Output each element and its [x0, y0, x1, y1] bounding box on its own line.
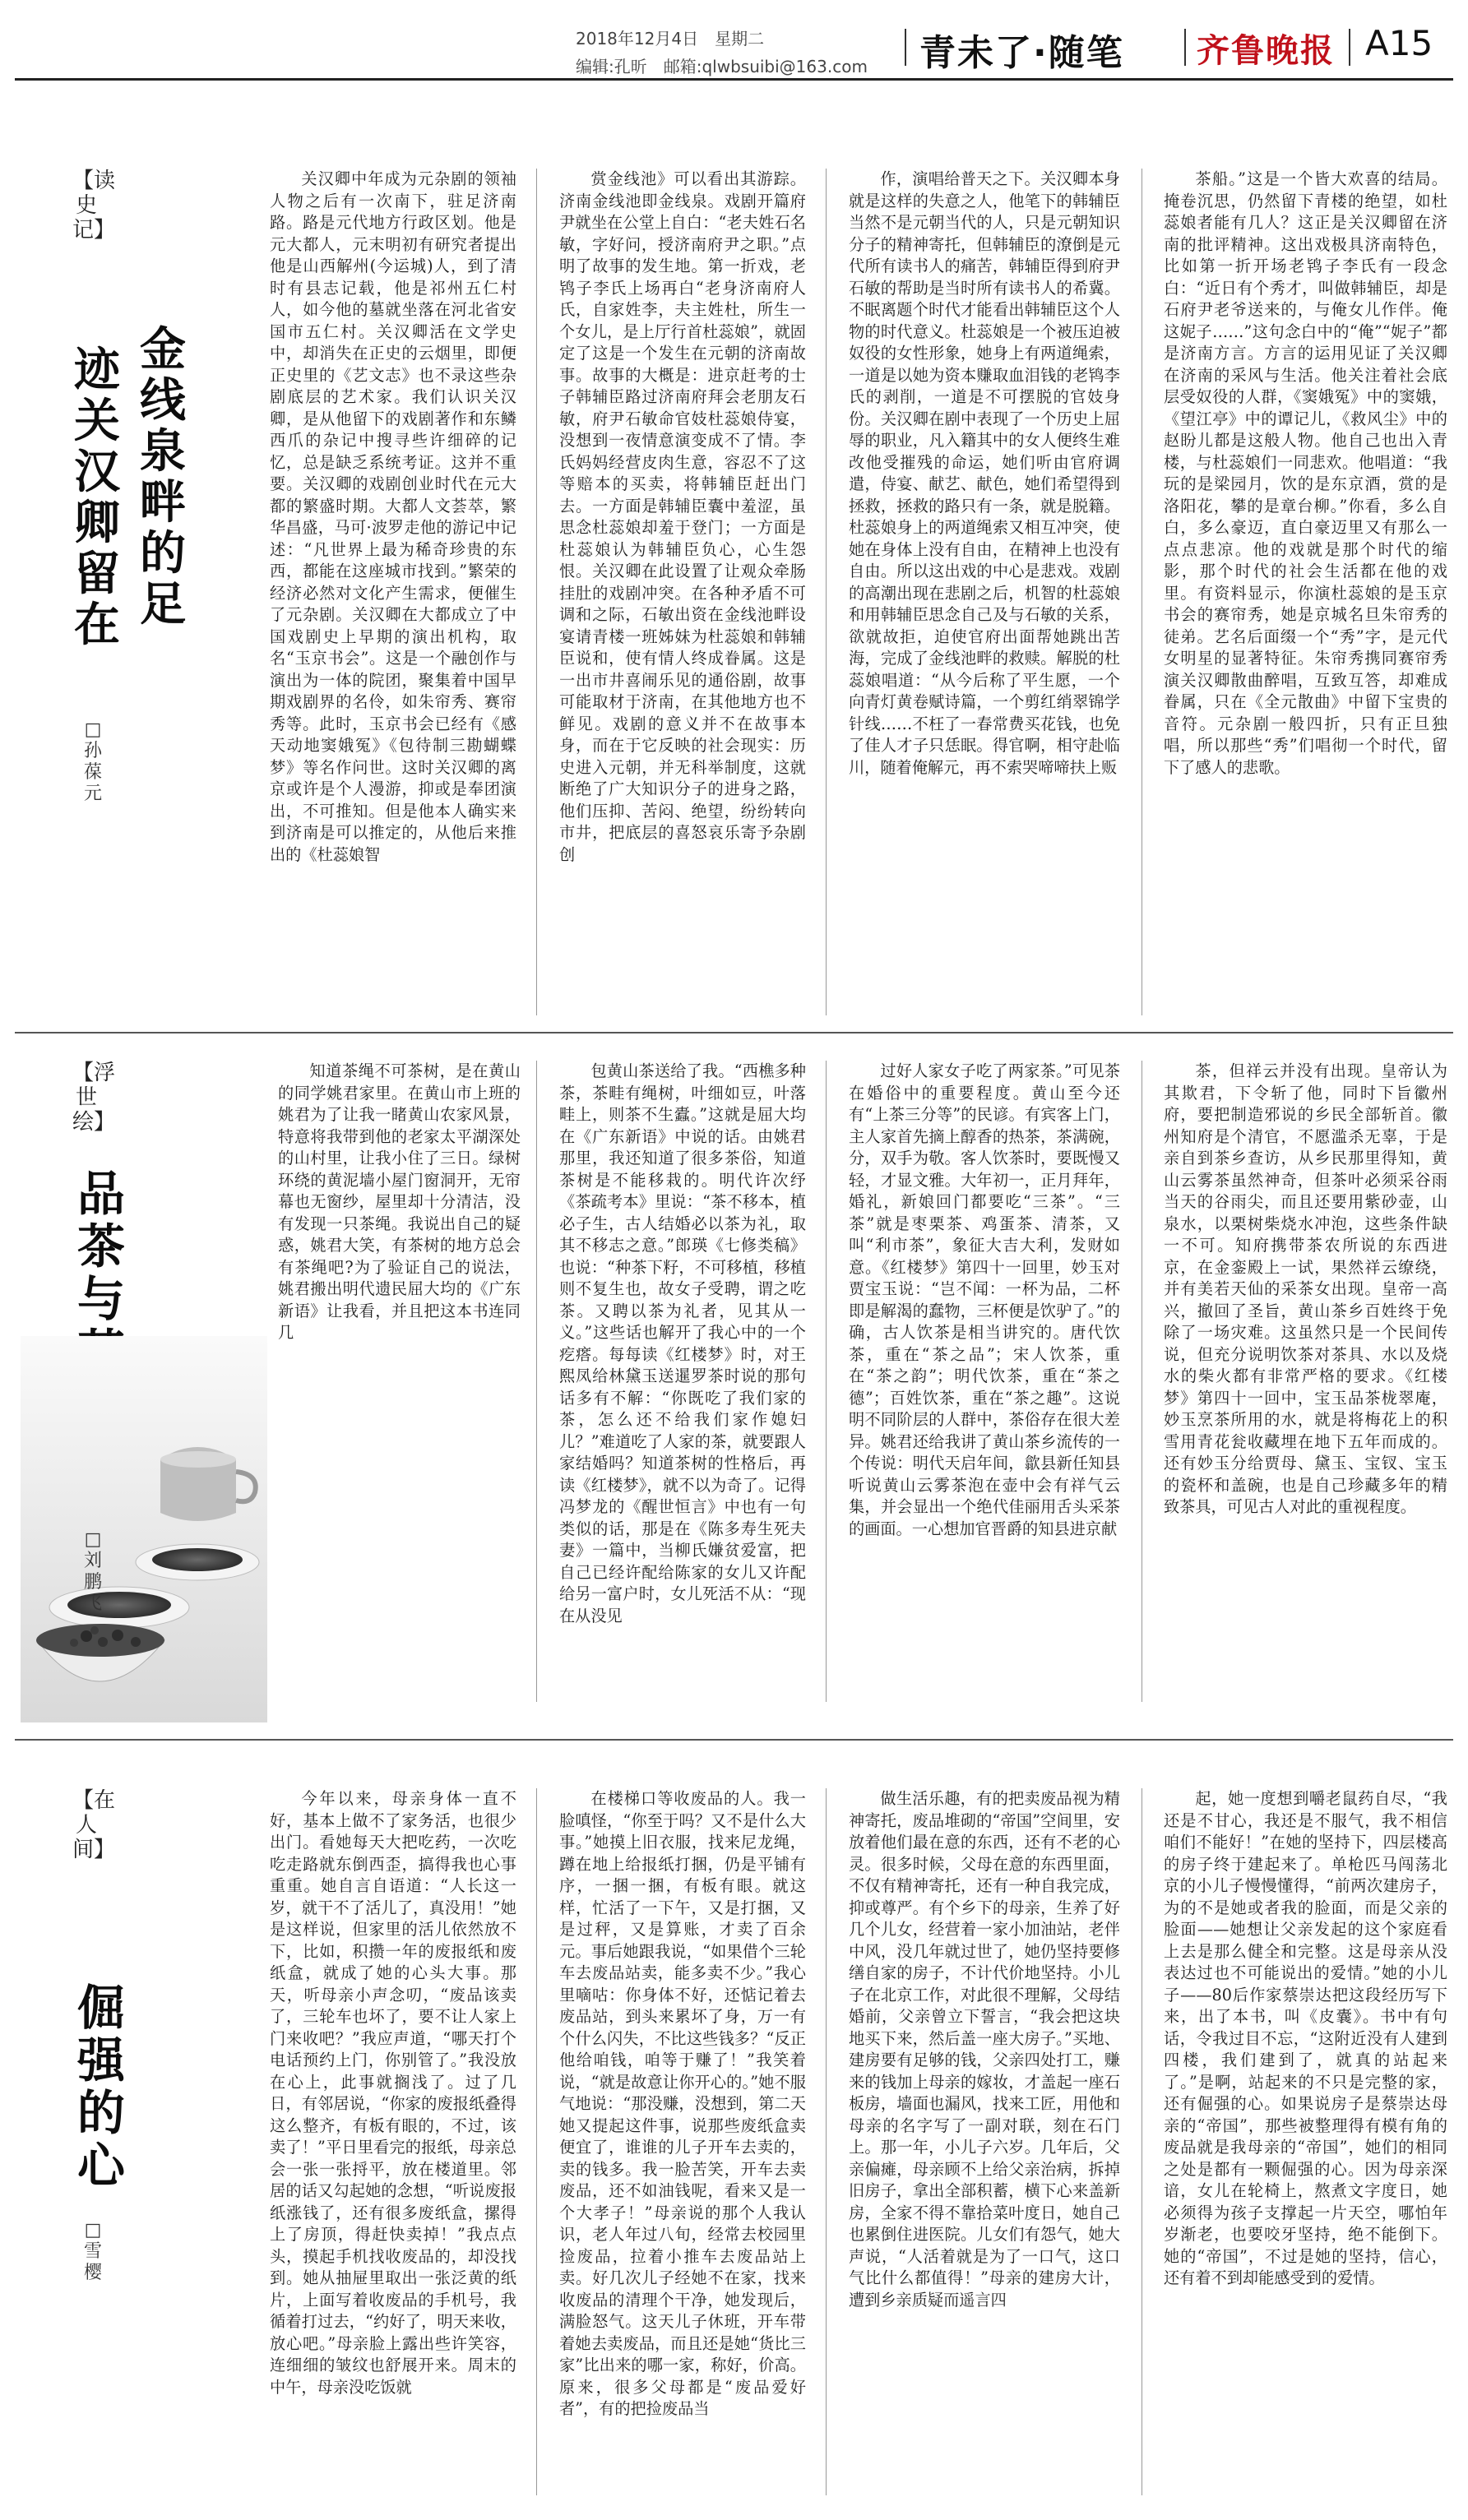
article-column: 关汉卿中年成为元杂剧的领袖人物之后有一次南下，驻足济南路。路是元代地方行政区划。他是元大都人，元末明初有研究者提出他是山西解州(今运城)人，到了清时有县志记载，他是祁州五仁村人，如今他的墓就坐落在河北省安国市五仁村。关汉卿活在文学史中，却消失在正史的云烟里，即便正史里的《艺文志》也不录这些杂剧底层的艺术家。我们认识关汉卿，是从他留下的戏剧著作和东鳞西爪的杂记中搜寻些许细碎的记忆，总是缺乏系统考证。这并不重要。关汉卿的戏剧创业时代在元大都的繁盛时期。大都人文荟萃，繁华昌盛，马可·波罗走他的游记中记述：“凡世界上最为稀奇珍贵的东西，都能在这座城市找到。”繁荣的经济必然对文化产生需求，便催生了元杂剧。关汉卿在大都成立了中国戏剧史上早期的演出机构，取名“玉京书会”。这是一个融创作与演出为一体的院团，聚集着中国早期戏剧界的名伶，如朱帘秀、赛帘秀等。此时，玉京书会已经有《感天动地窦娥冤》《包待制三勘蝴蝶梦》等名作问世。这时关汉卿的离京或许是个人漫游，抑或是奉团演出，不可推知。但是他本人确实来到济南是可以推定的，从他后来推出的《杜蕊娘智 — [270, 169, 516, 864]
article-title: 品 茶 与 — [76, 1166, 125, 1327]
newspaper-brand: 齐鲁晚报 — [1197, 31, 1335, 70]
article-column: 包黄山茶送给了我。“西樵多种茶，茶畦有绳树，叶细如豆，叶落畦上，则茶不生蠹。”这就是屈大均在《广东新语》中说的话。由姚君那里，我还知道了很多茶俗，知道茶树是不能移栽的。明代许次纾《茶疏考本》里说：“茶不移本，植必子生，古人结婚必以茶为礼，取其不移志之意。”郎瑛《七修类稿》也说：“种茶下籽，不可移植，移植则不复生也，故女子受聘，谓之吃茶。又聘以茶为礼者，见其从一义。”这些话也解开了我心中的一个疙瘩。每每读《红楼梦》时，对王熙凤给林黛玉送暹罗茶时说的那句话多有不解：“你既吃了我们家的茶，怎么还不给我们家作媳妇儿？”难道吃了人家的茶，就要跟人家结婚吗？知道茶树的性格后，再读《红楼梦》，就不以为奇了。记得冯梦龙的《醒世恒言》中也有一句类似的话，那是在《陈多寿生死夫妻》一篇中，当柳氏嫌贫爱富，把自己已经许配给陈家的女儿又许配给另一富户时，女儿死活不从：“现在从没见 — [559, 1061, 806, 1625]
article-title: 迹 关 汉 卿 留 在 — [74, 344, 120, 652]
masthead-divider — [905, 29, 906, 66]
page-number: A15 — [1365, 23, 1433, 63]
tea-photo — [21, 1336, 267, 1722]
article-column: 知道茶绳不可茶树，是在黄山的同学姚君家里。在黄山市上班的姚君为了让我一睹黄山农家风景，特意将我带到他的老家太平湖深处的山村里，让我小住了三日。绿树环绕的黄泥墙小屋门窗洞开，无帘幕也无窗纱，屋里却十分清洁，没有发现一只茶绳。我说出自己的疑惑，姚君大笑，有茶树的地方总会有茶绳吧?为了验证自己的说法，姚君搬出明代遗民屈大均的《广东新语》让我看，并且把这本书连同几 — [278, 1061, 521, 1342]
masthead-divider — [1349, 29, 1350, 66]
section-tag: 【读史记】 — [72, 169, 116, 243]
article-title: 金 线 泉 畔 的 足 — [140, 323, 186, 631]
author-byline: □孙葆元 — [83, 719, 102, 804]
article-column: 茶，但祥云并没有出现。皇帝认为其欺君，下令斩了他，同时下旨徽州府，要把制造邪说的乡民全部斩首。徽州知府是个清官，不愿滥杀无辜，于是亲自到茶乡查访，从乡民那里得知，黄山云雾茶虽然神奇，但茶叶必须采谷雨当天的谷雨尖，而且还要用紫砂壶，山泉水，以栗树柴烧水冲泡，这些条件缺一不可。知府携带茶农所说的东西进京，在金銮殿上一试，果然祥云缭绕，并有美若天仙的采茶女出现。皇帝一高兴，撤回了圣旨，黄山茶乡百姓终于免除了一场灾难。这虽然只是一个民间传说，但充分说明饮茶对茶具、水以及烧水的柴火都有非常严格的要求。《红楼梦》第四十一回中，宝玉品茶栊翠庵，妙玉烹茶所用的水，就是将梅花上的积雪用青花瓮收藏埋在地下五年而成的。还有妙玉分给贾母、黛玉、宝钗、宝玉的瓷杯和盖碗，也是自己珍藏多年的精致茶具，可见古人对此的重视程度。 — [1164, 1061, 1447, 1516]
article-title: 倔 强 的 心 — [76, 1980, 125, 2194]
article-column: 做生活乐趣，有的把卖废品视为精神寄托，废品堆砌的“帝国”空间里，安放着他们最在意的东西，还有不老的心灵。很多时候，父母在意的东西里面，不仅有精神寄托，还有一种自我完成，抑或尊严。有个乡下的母亲，生养了好几个儿女，经营着一家小加油站，老伴中风，没几年就过世了，她仍坚持要修缮自家的房子，不计代价地坚持。小儿子在北京工作，对此很不理解，父母结婚前，父亲曾立下誓言，“我会把这块地买下来，然后盖一座大房子。”买地、建房要有足够的钱，父亲四处打工，赚来的钱加上母亲的嫁妆，才盖起一座石板房，墙面也漏风，找来工匠，用他和母亲的名字写了一副对联，刻在石门上。那一年，小儿子六岁。几年后，父亲偏瘫，母亲顾不上给父亲治病，拆掉旧房子，拿出全部积蓄，横下心来盖新房，全家不得不靠拾菜叶度日，她自己也累倒住进医院。儿女们有怨气，她大声说，“人活着就是为了一口气，这口气比什么都值得！”母亲的建房大计，遭到乡亲质疑而遥言四 — [849, 1789, 1120, 2310]
article-column: 作，演唱给普天之下。关汉卿本身就是这样的失意之人，他笔下的韩辅臣当然不是元朝当代的人，只是元朝知识分子的精神寄托，但韩辅臣的潦倒是元代所有读书人的痛苦，韩辅臣得到府尹石敏的帮助是当时所有读书人的希冀。不眠离题个时代才能看出韩辅臣这个人物的时代意义。杜蕊娘是一个被压迫被奴役的女性形象，她身上有两道绳索，一道是以她为资本赚取血泪钱的老鸨李氏的剥削，一道是不可摆脱的官妓身份。关汉卿在剧中表现了一个历史上屈辱的职业，凡入籍其中的女人便终生难改他受摧残的命运，她们听由官府调遣，侍宴、献艺、献色，她们希望得到拯救，拯救的路只有一条，就是脱籍。杜蕊娘身上的两道绳索又相互冲突，使她在身体上没有自由，在精神上也没有自由。所以这出戏的中心是悲戏。戏剧的高潮出现在悲剧之后，机智的杜蕊娘和用韩辅臣思念自己及与石敏的关系，欲就故拒，迫使官府出面帮她跳出苦海，完成了金线池畔的救赎。解脱的杜蕊娘唱道：“从今后称了平生愿，一个向青灯黄卷赋诗篇，一个剪红绡翠锦学针线……不枉了一春常费买花钱，也免了佳人才子只恁眠。得官啊，相守赴临川，随着俺解元，再不索哭啼啼扶上贩 — [849, 169, 1120, 777]
article-column: 在楼梯口等收废品的人。我一脸嗔怪，“你至于吗？又不是什么大事。”她摸上旧衣服，找来尼龙绳，蹲在地上给报纸打捆，仍是平铺有序，一捆一捆，有板有眼。就这样，忙活了一下午，又是打捆，又是过秤，又是算账，才卖了百余元。事后她跟我说，“如果借个三轮车去废品站卖，能多卖不少。”我心里嘀咕：你身体不好，还惦记着去废品站，到头来累坏了身，万一有个什么闪失，不比这些钱多？“反正他给咱钱，咱等于赚了！”我笑着说，“就是故意让你开心的。”她不服气地说：“那没赚，没想到，第二天她又提起这件事，说那些废纸盒卖便宜了，谁谁的儿子开车去卖的，卖的钱多。我一脸苦笑，开车去卖废品，还不如油钱呢，看来又是一个大孝子！”母亲说的那个人我认识，老人年过八旬，经常去校园里捡废品，拉着小推车去废品站上卖。好几次儿子经她不在家，找来收废品的清理个干净，她发现后，满脸怒气。这天儿子休班，开车带着她去卖废品，而且还是她“货比三家”比出来的哪一家，称好，价高。原来，很多父母都是“废品爱好者”，有的把捡废品当 — [559, 1789, 806, 2418]
section-divider — [15, 1739, 1453, 1741]
header-rule — [15, 78, 1453, 81]
column-divider — [536, 169, 537, 1015]
masthead-meta — [576, 25, 868, 81]
issue-date: 2018年12月4日 星期二 — [576, 29, 765, 49]
article-column: 起，她一度想到嚼老鼠药自尽，“我还是不甘心，我还是不服气，我不相信咱们不能好！”在她的坚持下，四层楼高的房子终于建起来了。单枪匹马闯荡北京的小儿子慢慢懂得，“前两次建房子，为的不是她或者我的脸面，而是父亲的脸面——她想让父亲发起的这个家庭看上去是那么健全和完整。这是母亲从没表达过也不可能说出的爱情。”她的小儿子——80后作家蔡崇达把这段经历写下来，出了本书，叫《皮囊》。书中有句话，令我过目不忘，“这附近没有人建到四楼，我们建到了，就真的站起来了。”是啊，站起来的不只是完整的家，还有倔强的心。如果说房子是蔡崇达母亲的“帝国”，那些被整理得有模有角的废品就是我母亲的“帝国”，她们的相同之处是都有一颗倔强的心。因为母亲深谙，女儿在轮椅上，熬煮文字度日，她必须得为孩子支撑起一片天空，哪怕年岁渐老，也要咬牙坚持，绝不能倒下。她的“帝国”，不过是她的坚持，信心，还有着不到却能感受到的爱情。 — [1164, 1789, 1447, 2287]
article-column: 茶船。”这是一个皆大欢喜的结局。掩卷沉思，仍然留下青楼的绝望，如杜蕊娘者能有几人？这正是关汉卿留在济南的批评精神。这出戏极具济南特色，比如第一折开场老鸨子李氏有一段念白：“近日有个秀才，叫做韩辅臣，却是石府尹老爷送来的，与俺女儿作伴。俺这妮子……”这句念白中的“俺”“妮子”都是济南方言。方言的运用见证了关汉卿在济南的采风与生活。他关注着社会底层受奴役的人群，《窦娥冤》中的窦娥，《望江亭》中的谭记儿，《救风尘》中的赵盼儿都是这般人物。他自己也出入青楼，与杜蕊娘们一同悲欢。他唱道：“我玩的是梁园月，饮的是东京酒，赏的是洛阳花，攀的是章台柳。”你看，多么自白，多么豪迈，直白豪迈里又有那么一点点悲凉。他的戏就是那个时代的缩影，那个时代的社会生活都在他的戏里。有资料显示，你演杜蕊娘的是玉京书会的赛帘秀，她是京城名旦朱帘秀的徒弟。艺名后面缀一个“秀”字，是元代女明星的显著特征。朱帘秀携同赛帘秀演关汉卿散曲醉唱，互致互答，却难成眷属，只在《全元散曲》中留下宝贵的音符。元杂剧一般四折，只有正旦独唱，所以那些“秀”们唱彻一个时代，留下了感人的悲歌。 — [1164, 169, 1447, 777]
masthead-divider — [1184, 29, 1186, 66]
author-byline: □雪樱 — [83, 2220, 102, 2283]
column-name: 青未了·随笔 — [919, 32, 1124, 74]
section-divider — [15, 1032, 1453, 1033]
article-column: 今年以来，母亲身体一直不好，基本上做不了家务活，也很少出门。看她每天大把吃药，一次吃吃走路就东倒西歪，搞得我也心事重重。她自言自语道：“人长这一岁，就干不了活儿了，真没用！”她是这样说，但家里的活儿依然放不下，比如，积攒一年的废报纸和废纸盒，就成了她的心头大事。那天，听母亲小声念叨，“废品该卖了，三轮车也坏了，要不让人家上门来收吧？”我应声道，“哪天打个电话预约上门，你别管了。”我没放在心上，此事就搁浅了。过了几日，有邻居说，“你家的废报纸叠得这么整齐，有板有眼的，不过，该卖了！”平日里看完的报纸，母亲总会一张一张捋平，放在楼道里。邻居的话又勾起她的念想，“听说废报纸涨钱了，还有很多废纸盒，摞得上了房顶，得赶快卖掉！”我点点头，摸起手机找收废品的，却没找到。她从抽屉里取出一张泛黄的纸片，上面写着收废品的手机号，我循着打过去，“约好了，明天来收，放心吧。”母亲脸上露出些许笑容，连细细的皱纹也舒展开来。周末的中午，母亲没吃饭就 — [270, 1789, 516, 2397]
section-tag: 【在人间】 — [72, 1788, 116, 1862]
column-divider — [826, 1061, 827, 1702]
article-column: 赏金线池》可以看出其游踪。济南金线池即金线泉。戏剧开篇府尹就坐在公堂上自白：“老夫姓石名敏，字好问，授济南府尹之职。”点明了故事的发生地。第一折戏，老鸨子李氏上场再白“老身济南府人氏，自家姓李，夫主姓杜，所生一个女儿，是上厅行首杜蕊娘”，就固定了这是一个发生在元朝的济南故事。故事的大概是：进京赶考的士子韩辅臣路过济南府拜会老朋友石敏，府尹石敏命官妓杜蕊娘侍宴，没想到一夜情意演变成不了情。李氏妈妈经营皮肉生意，容忍不了这等赔本的买卖，将韩辅臣赶出门去。一方面是韩辅臣囊中羞涩，虽思念杜蕊娘却羞于登门；一方面是杜蕊娘认为韩辅臣负心，心生怨恨。关汉卿在此设置了让观众牵肠挂肚的戏剧冲突。在各种矛盾不可调和之际，石敏出资在金线池畔设宴请青楼一班姊妹为杜蕊娘和韩辅臣说和，使有情人终成眷属。这是一出市井喜闹乐见的通俗剧，故事可能取材于济南，在其他地方也不鲜见。戏剧的意义并不在故事本身，而在于它反映的社会现实：历史进入元朝，并无科举制度，这就断绝了广大知识分子的进身之路，他们压抑、苦闷、绝望，纷纷转向市井，把底层的喜怒哀乐寄予杂剧创 — [559, 169, 806, 864]
column-divider — [536, 1788, 537, 2495]
column-divider — [826, 169, 827, 1015]
author-byline: □刘鹏飞 — [83, 1529, 102, 1614]
column-divider — [536, 1061, 537, 1702]
section-tag: 【浮世绘】 — [72, 1061, 116, 1135]
article-column: 过好人家女子吃了两家茶。”可见茶在婚俗中的重要程度。黄山至今还有“上茶三分等”的民谚。有宾客上门，主人家首先摘上醇香的热茶，茶满碗，分，双手为敬。客人饮茶时，要既慢又轻，才显文雅。大年初一，正月拜年，婚礼，新娘回门都要吃“三茶”。“三茶”就是枣栗茶、鸡蛋茶、清茶，又叫“利市茶”，象征大吉大利，发财如意。《红楼梦》第四十一回里，妙玉对贾宝玉说：“岂不闻：一杯为品，二杯即是解渴的蠢物，三杯便是饮驴了。”的确，古人饮茶是相当讲究的。唐代饮茶，重在“茶之品”；宋人饮茶，重在“茶之韵”；明代饮茶，重在“茶之德”；百姓饮茶，重在“茶之趣”。这说明不同阶层的人群中，茶俗存在很大差异。姚君还给我讲了黄山茶乡流传的一个传说：明代天启年间，歙县新任知县听说黄山云雾茶泡在壶中会有祥气云集，并会显出一个绝代佳丽用舌头采茶的画面。一心想加官晋爵的知县进京献 — [849, 1061, 1120, 1538]
editor-info: 编辑:孔昕 邮箱:qlwbsuibi@163.com — [576, 57, 868, 76]
column-divider — [826, 1788, 827, 2495]
teacup-illustration — [21, 1336, 267, 1722]
